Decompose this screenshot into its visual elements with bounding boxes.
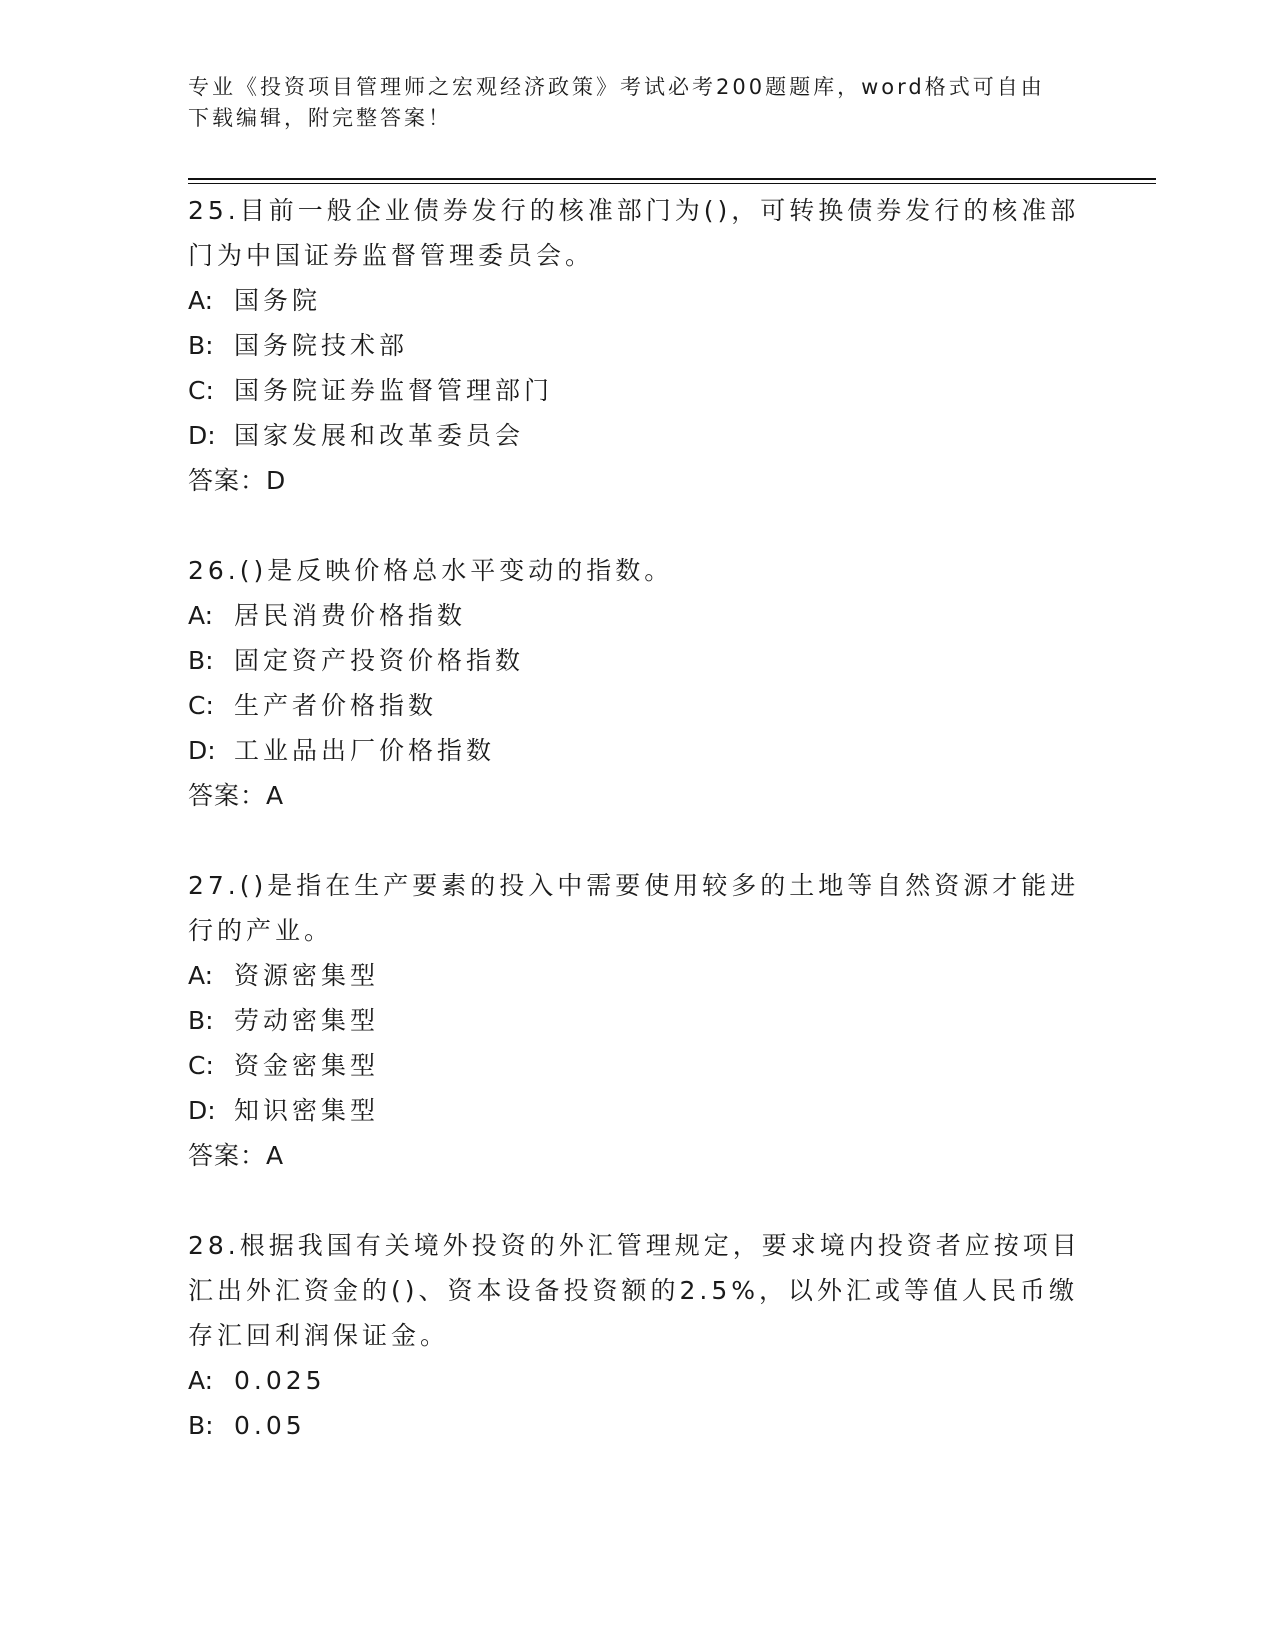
option-letter: C:: [188, 1051, 214, 1080]
header-line-1: 专业《投资项目管理师之宏观经济政策》考试必考200题题库，word格式可自由: [188, 75, 1045, 99]
option-c: [188, 368, 1088, 413]
option-text: 资源密集型: [234, 961, 380, 990]
option-d: [188, 728, 1088, 773]
question-list: [188, 188, 1088, 1493]
stem-line: 行的产业。: [188, 916, 334, 945]
option-text: 0.025: [234, 1366, 326, 1395]
option-letter: B:: [188, 331, 214, 360]
answer-line: 答案：A: [188, 781, 285, 810]
option-text: 国务院: [234, 286, 322, 315]
option-letter: A:: [188, 961, 214, 990]
option-c: [188, 683, 1088, 728]
stem-line: 门为中国证券监督管理委员会。: [188, 241, 595, 270]
question-stem: [188, 863, 1088, 953]
option-a: [188, 593, 1088, 638]
option-letter: A:: [188, 1366, 214, 1395]
answer-line: 答案：A: [188, 1141, 285, 1170]
question-28: [188, 1223, 1088, 1448]
option-text: 劳动密集型: [234, 1006, 380, 1035]
option-b: [188, 998, 1088, 1043]
option-text: 资金密集型: [234, 1051, 380, 1080]
option-text: 固定资产投资价格指数: [234, 646, 525, 675]
option-text: 生产者价格指数: [234, 691, 438, 720]
answer-line: 答案：D: [188, 466, 287, 495]
stem-line: 汇出外汇资金的()、资本设备投资额的2.5%，以外汇或等值人民币缴: [188, 1276, 1079, 1305]
option-letter: A:: [188, 286, 214, 315]
option-text: 居民消费价格指数: [234, 601, 467, 630]
option-letter: D:: [188, 1096, 216, 1125]
question-27: [188, 863, 1088, 1178]
option-letter: B:: [188, 646, 214, 675]
stem-line: 27.()是指在生产要素的投入中需要使用较多的土地等自然资源才能进: [188, 871, 1080, 900]
option-b: [188, 1403, 1088, 1448]
option-text: 知识密集型: [234, 1096, 380, 1125]
option-letter: B:: [188, 1006, 214, 1035]
question-stem: [188, 188, 1088, 278]
option-text: 国务院证券监督管理部门: [234, 376, 554, 405]
option-b: [188, 638, 1088, 683]
question-25: [188, 188, 1088, 503]
option-letter: A:: [188, 601, 214, 630]
option-a: [188, 953, 1088, 998]
option-letter: D:: [188, 421, 216, 450]
header-line-2: 下载编辑，附完整答案！: [188, 106, 452, 130]
option-letter: D:: [188, 736, 216, 765]
option-d: [188, 413, 1088, 458]
option-a: [188, 278, 1088, 323]
stem-line: 存汇回利润保证金。: [188, 1321, 450, 1350]
question-stem: [188, 1223, 1088, 1358]
question-stem: [188, 548, 1088, 593]
option-c: [188, 1043, 1088, 1088]
option-text: 国务院技术部: [234, 331, 409, 360]
stem-line: 28.根据我国有关境外投资的外汇管理规定，要求境内投资者应按项目: [188, 1231, 1081, 1260]
option-b: [188, 323, 1088, 368]
option-a: [188, 1358, 1088, 1403]
question-26: [188, 548, 1088, 818]
option-letter: C:: [188, 691, 214, 720]
stem-line: 25.目前一般企业债券发行的核准部门为()，可转换债券发行的核准部: [188, 196, 1080, 225]
option-text: 工业品出厂价格指数: [234, 736, 496, 765]
option-letter: C:: [188, 376, 214, 405]
option-d: [188, 1088, 1088, 1133]
stem-line: 26.()是反映价格总水平变动的指数。: [188, 556, 674, 585]
header-divider-thin: [188, 183, 1156, 184]
option-letter: B:: [188, 1411, 214, 1440]
option-text: 0.05: [234, 1411, 306, 1440]
page-header: [188, 72, 1088, 134]
header-divider: [188, 178, 1156, 180]
option-text: 国家发展和改革委员会: [234, 421, 525, 450]
